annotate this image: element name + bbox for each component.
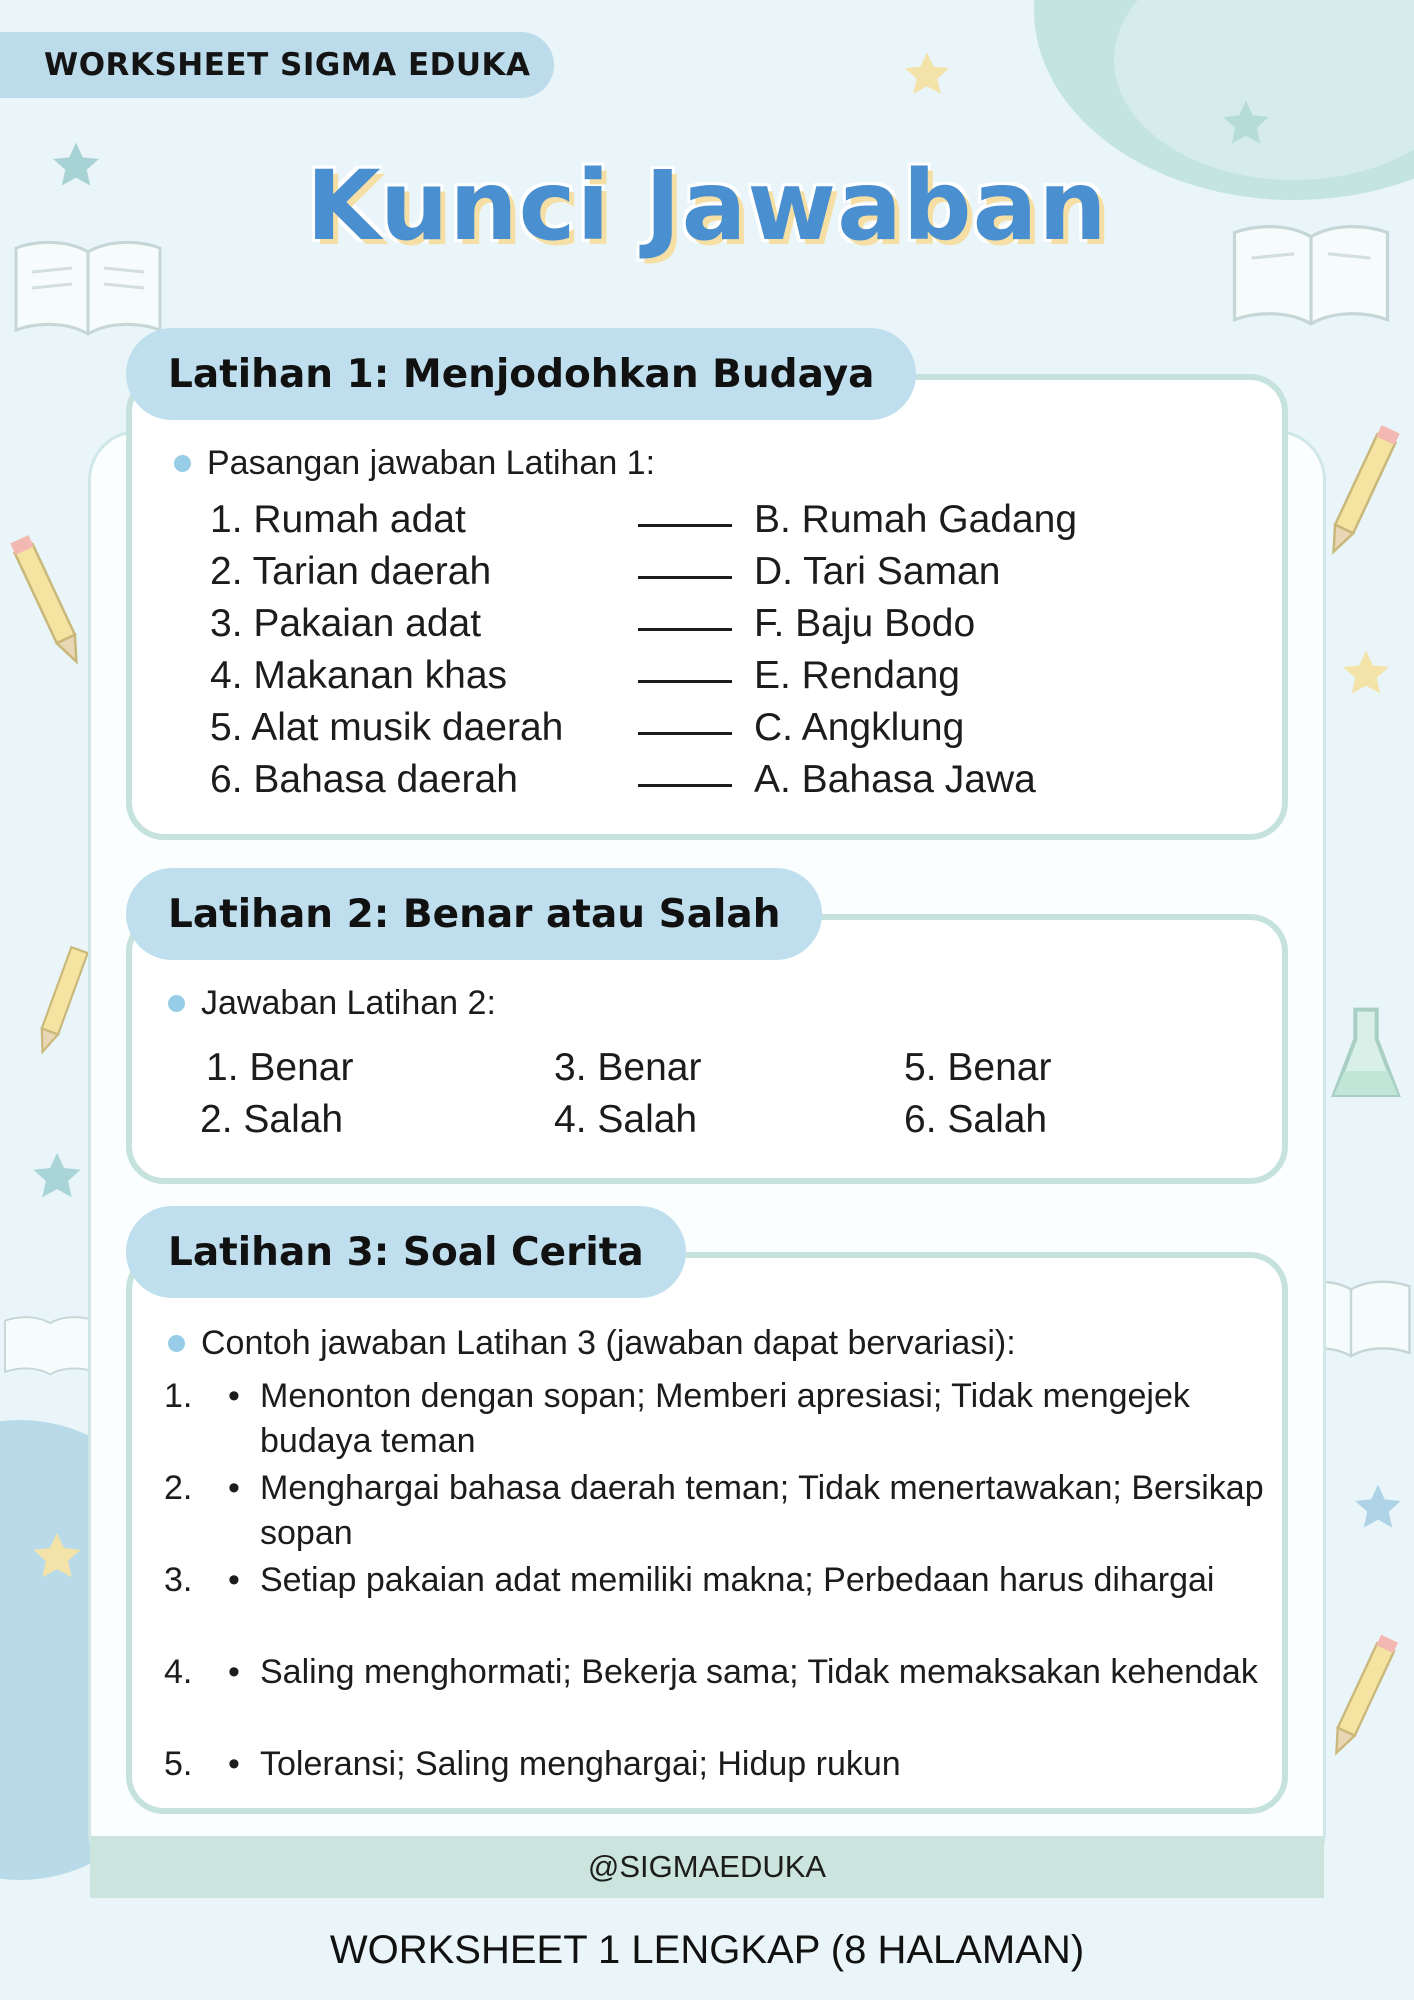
item-number: 4.	[164, 1653, 193, 1691]
section-heading: Latihan 3: Soal Cerita	[126, 1206, 686, 1298]
bullet: •	[228, 1377, 240, 1415]
match-left: 6. Bahasa daerah	[210, 758, 518, 801]
item-text: Toleransi; Saling menghargai; Hidup rukun	[260, 1745, 901, 1783]
match-right: D. Tari Saman	[754, 550, 1001, 593]
page-title: Kunci Jawaban	[306, 150, 1108, 262]
bottom-title: WORKSHEET 1 LENGKAP (8 HALAMAN)	[329, 1928, 1085, 1972]
open-book-icon	[0, 1290, 100, 1400]
intro-text: Pasangan jawaban Latihan 1:	[207, 444, 656, 482]
match-left: 1. Rumah adat	[210, 498, 466, 541]
item-number: 1.	[164, 1377, 193, 1415]
match-line	[638, 680, 732, 683]
bullet-dot	[174, 455, 191, 472]
brand-label: WORKSHEET SIGMA EDUKA	[0, 32, 554, 98]
star-icon	[900, 48, 954, 102]
bullet: •	[228, 1653, 240, 1691]
star-icon	[28, 1528, 86, 1586]
match-right: C. Angklung	[754, 706, 965, 749]
star-icon	[1338, 646, 1394, 702]
answer-item: 1. Benar	[206, 1046, 354, 1089]
item-number: 3.	[164, 1561, 193, 1599]
item-text: Saling menghormati; Bekerja sama; Tidak memaksakan kehendak	[260, 1653, 1258, 1691]
match-row	[210, 758, 1210, 810]
match-line	[638, 784, 732, 787]
bullet: •	[228, 1745, 240, 1783]
item-text: Menghargai bahasa daerah teman; Tidak menertawakan; Bersikap sopan	[260, 1469, 1264, 1552]
section-latihan-2	[126, 868, 1288, 1184]
section-latihan-3	[126, 1206, 1288, 1814]
bullet: •	[228, 1469, 240, 1507]
answer-item: 4. Salah	[554, 1098, 698, 1141]
match-row	[210, 602, 1210, 654]
flask-icon	[1326, 1000, 1406, 1110]
star-icon	[28, 1148, 86, 1206]
match-right: A. Bahasa Jawa	[754, 758, 1036, 801]
match-line	[638, 732, 732, 735]
item-text: Menonton dengan sopan; Memberi apresiasi; Tidak mengejek budaya teman	[260, 1377, 1190, 1460]
item-number: 5.	[164, 1745, 193, 1783]
bullet: •	[228, 1561, 240, 1599]
match-row	[210, 498, 1210, 550]
match-right: E. Rendang	[754, 654, 960, 697]
answer-item: 5. Benar	[904, 1046, 1052, 1089]
match-line	[638, 628, 732, 631]
match-line	[638, 524, 732, 527]
match-line	[638, 576, 732, 579]
match-row	[210, 706, 1210, 758]
match-row	[210, 654, 1210, 706]
section-heading: Latihan 1: Menjodohkan Budaya	[126, 328, 916, 420]
match-right: F. Baju Bodo	[754, 602, 976, 645]
bullet-dot	[168, 1335, 185, 1352]
footer-handle: @SIGMAEDUKA	[90, 1836, 1324, 1898]
answer-item: 3. Benar	[554, 1046, 702, 1089]
section-intro	[168, 1324, 1016, 1363]
bullet-dot	[168, 995, 185, 1012]
intro-text: Contoh jawaban Latihan 3 (jawaban dapat bervariasi):	[201, 1324, 1016, 1362]
match-left: 2. Tarian daerah	[210, 550, 492, 593]
match-right: B. Rumah Gadang	[754, 498, 1078, 541]
match-left: 5. Alat musik daerah	[210, 706, 564, 749]
intro-text: Jawaban Latihan 2:	[201, 984, 496, 1022]
match-left: 3. Pakaian adat	[210, 602, 482, 645]
star-icon	[1218, 96, 1274, 152]
match-left: 4. Makanan khas	[210, 654, 508, 697]
section-intro	[168, 984, 496, 1023]
match-row	[210, 550, 1210, 602]
section-heading: Latihan 2: Benar atau Salah	[126, 868, 822, 960]
section-latihan-1	[126, 328, 1288, 840]
section-intro	[174, 444, 655, 483]
star-icon	[1350, 1480, 1406, 1536]
answer-item: 6. Salah	[904, 1098, 1048, 1141]
answer-item: 2. Salah	[200, 1098, 344, 1141]
item-text: Setiap pakaian adat memiliki makna; Perbedaan harus dihargai	[260, 1561, 1215, 1599]
item-number: 2.	[164, 1469, 193, 1507]
